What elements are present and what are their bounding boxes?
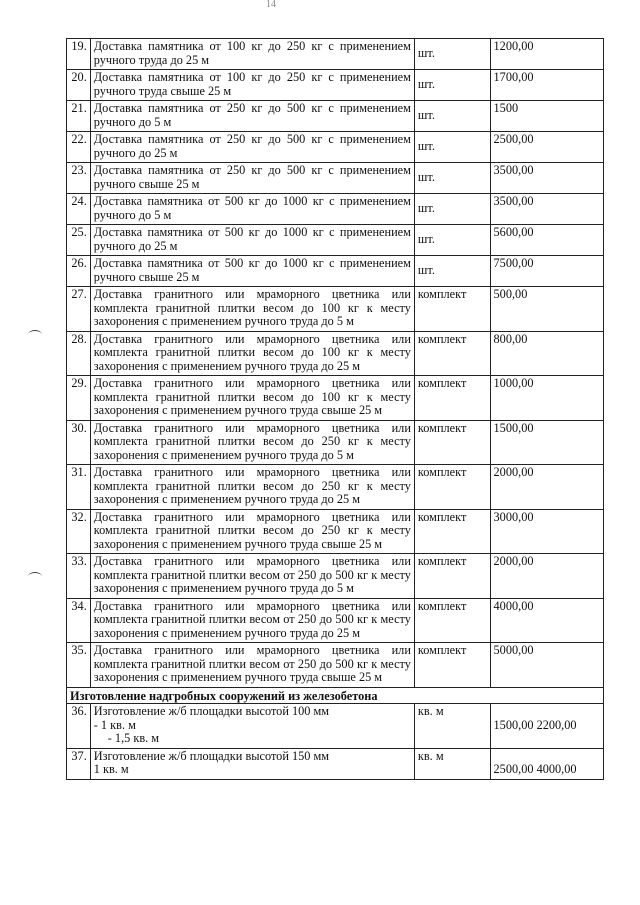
row-number: 30.	[67, 420, 91, 465]
row-description: Доставка памятника от 100 кг до 250 кг с применением ручного труда до 25 м	[90, 39, 414, 70]
row-price: 5000,00	[490, 643, 603, 688]
row-description	[90, 704, 414, 749]
row-description: Доставка памятника от 250 кг до 500 кг с применением ручного свыше 25 м	[90, 163, 414, 194]
table-row	[67, 194, 604, 225]
row-number: 33.	[67, 554, 91, 599]
row-price: 3000,00	[490, 509, 603, 554]
table-row	[67, 256, 604, 287]
row-price: 2500,00	[490, 132, 603, 163]
row-price: 1700,00	[490, 70, 603, 101]
row-unit: комплект	[414, 554, 490, 599]
row-description: Доставка гранитного или мраморного цветника или комплекта гранитной плитки весом от 250 до 500 кг к месту захоронения с применением ручного труда до 5 м	[90, 554, 414, 599]
table-row	[67, 225, 604, 256]
row-description: Доставка гранитного или мраморного цветника или комплекта гранитной плитки весом до 100 кг к месту захоронения с применением ручного труда свыше 25 м	[90, 376, 414, 421]
row-price: 4000,00	[490, 598, 603, 643]
row-description: Доставка гранитного или мраморного цветника или комплекта гранитной плитки весом до 250 кг к месту захоронения с применением ручного труда свыше 25 м	[90, 509, 414, 554]
section-header-row	[67, 687, 604, 704]
table-row	[67, 704, 604, 749]
row-number: 23.	[67, 163, 91, 194]
row-number: 21.	[67, 101, 91, 132]
row-number: 26.	[67, 256, 91, 287]
row-unit: кв. м	[414, 748, 490, 779]
row-price: 2000,00	[490, 554, 603, 599]
row-number: 31.	[67, 465, 91, 510]
row-number: 28.	[67, 331, 91, 376]
row-price: 5600,00	[490, 225, 603, 256]
scan-artifact-mark	[28, 572, 42, 581]
row-price: 2000,00	[490, 465, 603, 510]
row-unit: шт.	[414, 225, 490, 256]
row-description: Доставка памятника от 500 кг до 1000 кг с применением ручного свыше 25 м	[90, 256, 414, 287]
row-unit: комплект	[414, 509, 490, 554]
row-description: Доставка гранитного или мраморного цветника или комплекта гранитной плитки весом до 100 кг к месту захоронения с применением ручного труда до 25 м	[90, 331, 414, 376]
table-row	[67, 376, 604, 421]
row-description: Доставка памятника от 500 кг до 1000 кг с применением ручного до 25 м	[90, 225, 414, 256]
table-row	[67, 643, 604, 688]
table-row	[67, 331, 604, 376]
row-unit: шт.	[414, 39, 490, 70]
row-price: 7500,00	[490, 256, 603, 287]
row-price: 500,00	[490, 287, 603, 332]
row-number: 27.	[67, 287, 91, 332]
row-number: 25.	[67, 225, 91, 256]
section-title: Изготовление надгробных сооружений из железобетона	[67, 687, 604, 704]
row-description: Доставка гранитного или мраморного цветника или комплекта гранитной плитки весом от 250 до 500 кг к месту захоронения с применением ручного труда свыше 25 м	[90, 643, 414, 688]
row-unit: комплект	[414, 420, 490, 465]
table-row	[67, 420, 604, 465]
row-unit: кв. м	[414, 704, 490, 749]
row-description	[90, 748, 414, 779]
row-price: 1500	[490, 101, 603, 132]
row-unit: шт.	[414, 194, 490, 225]
page-number-mark: 14	[266, 0, 276, 10]
row-subitem: - 1 кв. м	[93, 717, 136, 732]
row-unit: комплект	[414, 598, 490, 643]
row-description: Доставка гранитного или мраморного цветника или комплекта гранитной плитки весом до 100 кг к месту захоронения с применением ручного труда до 5 м	[90, 287, 414, 332]
table-row	[67, 598, 604, 643]
row-number: 19.	[67, 39, 91, 70]
row-number: 20.	[67, 70, 91, 101]
table-row	[67, 101, 604, 132]
table-row	[67, 163, 604, 194]
row-number: 36.	[67, 704, 91, 749]
row-description: Доставка памятника от 250 кг до 500 кг с применением ручного до 5 м	[90, 101, 414, 132]
row-price: 1500,00	[490, 420, 603, 465]
row-price: 2500,00 4000,00	[490, 748, 603, 779]
table-row	[67, 70, 604, 101]
row-unit: комплект	[414, 331, 490, 376]
table-row	[67, 509, 604, 554]
monument-delivery-rows	[67, 39, 604, 287]
row-description: Доставка гранитного или мраморного цветника или комплекта гранитной плитки весом до 250 кг к месту захоронения с применением ручного труда до 25 м	[90, 465, 414, 510]
row-price: 3500,00	[490, 163, 603, 194]
row-description: Доставка памятника от 250 кг до 500 кг с применением ручного до 25 м	[90, 132, 414, 163]
row-unit: комплект	[414, 376, 490, 421]
table-row	[67, 465, 604, 510]
row-unit: шт.	[414, 132, 490, 163]
price-list-table	[66, 38, 604, 780]
row-unit: комплект	[414, 643, 490, 688]
row-description: Доставка памятника от 100 кг до 250 кг с применением ручного труда свыше 25 м	[90, 70, 414, 101]
row-number: 29.	[67, 376, 91, 421]
row-description: Доставка памятника от 500 кг до 1000 кг с применением ручного до 5 м	[90, 194, 414, 225]
table-row	[67, 287, 604, 332]
row-unit: шт.	[414, 256, 490, 287]
table-row	[67, 554, 604, 599]
table-row	[67, 748, 604, 779]
table-row	[67, 39, 604, 70]
row-price: 3500,00	[490, 194, 603, 225]
row-price: 1200,00	[490, 39, 603, 70]
row-price: 1000,00	[490, 376, 603, 421]
row-title: Изготовление ж/б площадки высотой 150 мм	[93, 748, 330, 763]
row-price: 1500,00 2200,00	[490, 704, 603, 749]
row-subitem: - 1,5 кв. м	[107, 731, 160, 745]
row-subitem: 1 кв. м	[93, 762, 129, 776]
concrete-section	[67, 687, 604, 779]
row-number: 24.	[67, 194, 91, 225]
row-unit: шт.	[414, 70, 490, 101]
row-price: 800,00	[490, 331, 603, 376]
table-row	[67, 132, 604, 163]
row-unit: шт.	[414, 101, 490, 132]
scan-artifact-mark	[28, 330, 42, 339]
row-number: 35.	[67, 643, 91, 688]
row-number: 22.	[67, 132, 91, 163]
row-unit: шт.	[414, 163, 490, 194]
row-title: Изготовление ж/б площадки высотой 100 мм	[93, 704, 330, 718]
row-number: 34.	[67, 598, 91, 643]
row-unit: комплект	[414, 287, 490, 332]
row-unit: комплект	[414, 465, 490, 510]
row-description: Доставка гранитного или мраморного цветника или комплекта гранитной плитки весом до 250 кг к месту захоронения с применением ручного труда до 5 м	[90, 420, 414, 465]
row-description: Доставка гранитного или мраморного цветника или комплекта гранитной плитки весом от 250 до 500 кг к месту захоронения с применением ручного труда до 25 м	[90, 598, 414, 643]
row-number: 37.	[67, 748, 91, 779]
row-number: 32.	[67, 509, 91, 554]
flowerbed-delivery-rows	[67, 287, 604, 688]
